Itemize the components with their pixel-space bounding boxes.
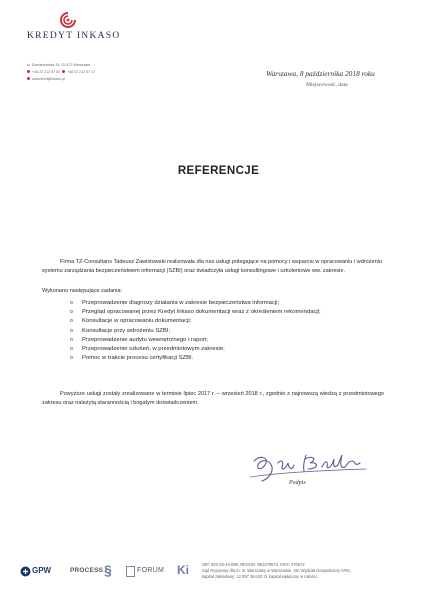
fax-number: +48 22 212 57 17 bbox=[67, 69, 96, 74]
letterhead-phones bbox=[27, 69, 95, 76]
signature-label: Podpis bbox=[289, 480, 306, 486]
list-item: o Przeprowadzenie diagnozy działania w zakresie bezpieczeństwa informacji; bbox=[70, 299, 321, 308]
tasks-heading: Wykonano następujące zadania: bbox=[42, 288, 123, 294]
phone-icon bbox=[27, 70, 30, 73]
document-title: REFERENCJE bbox=[177, 165, 260, 177]
list-item: o Przeprowadzenie audytu wewnętrznego i raport; bbox=[70, 336, 321, 345]
intro-paragraph: Firma TZ-Consultans Tadeusz Zawistowski realizowała dla nas usługi polegające na pomocy i wsparciu w opracowaniu i wdrożeniu systemu zarządzania bezpieczeństwem informacji (SZBI) oraz świadczyła usługi konsultingowe i szkoleniowe ww. zakresie. bbox=[42, 259, 382, 274]
kredyt-inkaso-logo-icon bbox=[60, 12, 76, 28]
company-legal-info bbox=[202, 562, 351, 581]
letter-date: Warszawa, 8 października 2018 roku bbox=[266, 69, 375, 78]
legal-line: kapitał zakładowy: 12 897 364,00 zł, kapitał wpłacony w całości. bbox=[202, 574, 318, 580]
web-icon bbox=[27, 77, 30, 80]
legal-line: NIP: 922-25-44-099, REGON: 951078572, KRS: 270672 bbox=[202, 562, 305, 567]
list-item: o Pomoc w trakcie procesu certyfikacji SZBI. bbox=[70, 354, 321, 363]
process-logo bbox=[70, 562, 118, 579]
handwritten-signature bbox=[248, 447, 368, 483]
gpw-logo bbox=[20, 565, 62, 579]
letterhead-web bbox=[27, 76, 95, 83]
letterhead-contact bbox=[27, 62, 95, 82]
forum-logo bbox=[126, 565, 166, 579]
list-item: o Przeprowadzenie szkoleń, w przedmiotowym zakresie; bbox=[70, 345, 321, 354]
forum-logo-text: FORUM bbox=[137, 567, 165, 574]
closing-paragraph: Powyższe usługi zostały zrealizowane w terminie lipiec 2017 r. – wrzesień 2018 r., zgodnie z najnowszą wiedzą z przedmiotowego zakresu oraz należytą starannością i bogatym doświadczeniem. bbox=[42, 391, 384, 406]
gpw-logo-text: GPW bbox=[32, 566, 52, 575]
place-date-label: Miejscowość, data bbox=[306, 82, 348, 88]
legal-line: Sąd Rejonowy dla m. st. Warszawy w Warszawie, XIII Wydział Gospodarczy KRS, bbox=[202, 568, 351, 574]
process-logo-symbol: § bbox=[104, 562, 112, 578]
process-logo-text: PROCESS bbox=[70, 567, 104, 574]
letterhead-address: ul. Domaniewska 39, 02-672 Warszawa bbox=[27, 63, 91, 67]
task-list bbox=[70, 299, 321, 363]
list-item: o Przegląd opracowanej przez Kredyt Inkaso dokumentacji wraz z określeniem rekomendacji; bbox=[70, 308, 321, 317]
ki-logo bbox=[177, 563, 191, 579]
fax-icon bbox=[62, 70, 65, 73]
list-item: o Konsultacje przy wdrożeniu SZBI; bbox=[70, 327, 321, 336]
website-link[interactable]: www.kredytinkaso.pl bbox=[32, 76, 65, 81]
brand-name: KREDYT INKASO bbox=[27, 31, 121, 41]
gpw-icon bbox=[20, 566, 31, 577]
ki-logo-text: Ki bbox=[177, 563, 189, 577]
list-item: o Konsultacje w opracowaniu dokumentacji; bbox=[70, 317, 321, 326]
forum-icon bbox=[126, 566, 135, 577]
phone-number: +48 22 212 57 00 bbox=[32, 69, 61, 74]
